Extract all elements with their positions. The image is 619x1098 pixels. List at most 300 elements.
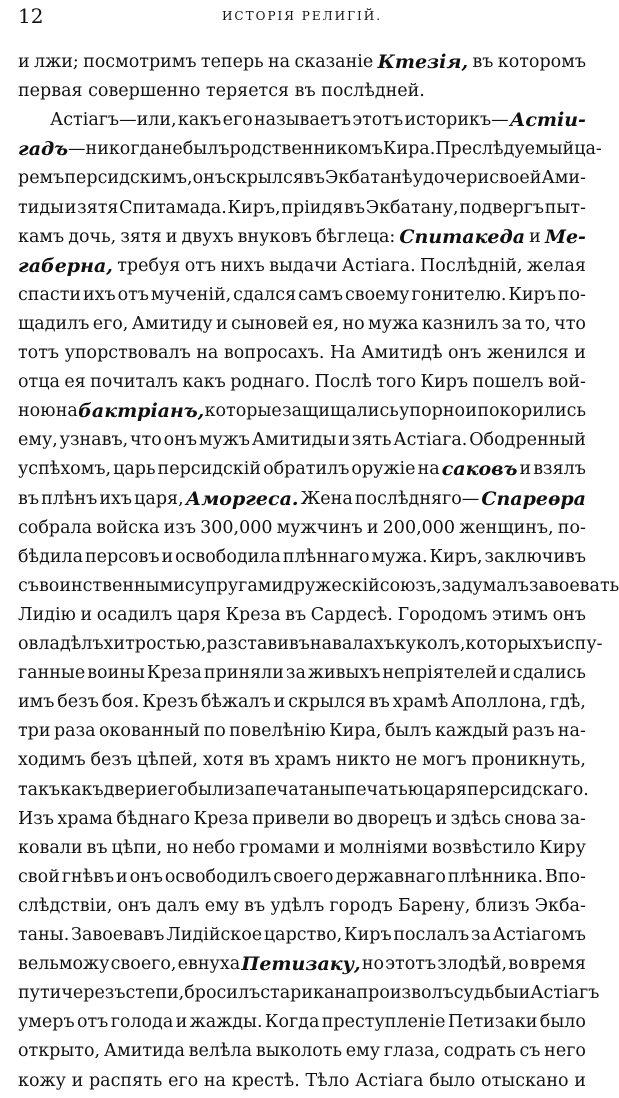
word: каждый xyxy=(434,721,509,742)
word: онъ xyxy=(552,604,586,625)
word: за xyxy=(285,663,306,684)
word: оружіе xyxy=(351,459,416,480)
word: мужа. xyxy=(371,546,428,567)
word: ея xyxy=(64,372,86,393)
word: живыхъ xyxy=(307,663,381,684)
word: самъ xyxy=(298,284,344,305)
word: его xyxy=(222,110,253,131)
word: выдачи xyxy=(269,255,338,276)
word: скрылся xyxy=(288,692,366,713)
word: Креза xyxy=(146,663,202,684)
word: зятя xyxy=(77,197,119,218)
word: молніями xyxy=(339,837,429,858)
word: овладѣлъ xyxy=(18,634,104,654)
word: ца- xyxy=(574,139,602,160)
word: державнаго xyxy=(335,866,446,887)
word: воинственными xyxy=(38,575,185,596)
word: Амитидѣ xyxy=(361,343,443,363)
word: Лидійское xyxy=(166,925,263,945)
word: ихъ xyxy=(99,488,133,509)
word: задумалъ xyxy=(441,575,529,596)
word: гдѣ, xyxy=(549,692,586,713)
word: 200,000 xyxy=(382,517,456,538)
emphasized-word: Петизаку, xyxy=(241,953,361,976)
word: ея, xyxy=(312,313,340,334)
word: по xyxy=(203,721,226,742)
word: открыто, xyxy=(18,1041,101,1062)
word: какъ xyxy=(177,110,222,131)
word: и xyxy=(273,692,286,713)
word: Преслѣдуемый xyxy=(435,139,575,160)
word: осадилъ xyxy=(96,604,173,625)
word: въ xyxy=(368,692,390,713)
word: Когда xyxy=(264,1012,320,1033)
word: небо xyxy=(192,837,236,858)
word: называетъ xyxy=(253,110,352,131)
word: желая xyxy=(526,255,586,276)
word: его xyxy=(168,1070,199,1091)
word: въ xyxy=(18,488,39,509)
word: онъ xyxy=(117,895,151,916)
word: въ xyxy=(285,604,307,625)
word: и xyxy=(165,226,178,247)
word: были xyxy=(187,779,235,800)
word: безъ xyxy=(90,750,133,771)
word: свой xyxy=(18,866,60,887)
word: и xyxy=(216,313,228,334)
word: жажды. xyxy=(189,1012,263,1033)
word: этимъ xyxy=(492,604,548,625)
word: и xyxy=(465,401,478,422)
word: ему xyxy=(345,1041,380,1062)
word: и xyxy=(64,197,77,218)
word: изъ xyxy=(163,517,196,538)
emphasized-word: саковъ xyxy=(441,458,518,481)
word: сдались xyxy=(512,663,586,684)
word: Киръ xyxy=(508,284,556,305)
word: 300,000 xyxy=(200,517,273,538)
word: родственникомъ xyxy=(229,139,383,160)
word: Завоевавъ xyxy=(71,925,165,945)
word: Астіагъ—или, xyxy=(50,110,177,131)
word: не xyxy=(160,139,183,160)
word: время xyxy=(529,954,586,975)
word: мужъ xyxy=(198,430,250,451)
word: своей xyxy=(489,168,542,189)
word: дочери xyxy=(423,168,490,189)
word: старика xyxy=(260,983,335,1004)
word: и xyxy=(499,663,511,684)
word: выколоть xyxy=(255,1041,342,1062)
word: храмъ xyxy=(274,750,332,771)
word: ганные xyxy=(18,663,86,684)
word: не xyxy=(395,750,418,771)
word: Кира. xyxy=(382,139,436,160)
word: Киръ xyxy=(420,372,469,393)
word: но xyxy=(166,837,189,858)
word: Экба- xyxy=(534,895,586,916)
word: безъ xyxy=(57,692,99,713)
word: которомъ xyxy=(497,52,586,72)
word: персидскимъ, xyxy=(64,168,193,189)
word: раза xyxy=(53,721,96,742)
word: и xyxy=(71,1070,84,1091)
word: отыскано xyxy=(481,1070,569,1091)
word: царя xyxy=(423,779,467,800)
word: мученій, xyxy=(150,284,232,305)
word: почиталъ xyxy=(90,372,178,393)
word: которые xyxy=(204,401,282,422)
word: Амитиду xyxy=(131,313,213,334)
word: гонителю. xyxy=(411,284,507,305)
word: и xyxy=(161,546,174,567)
word: какъ xyxy=(60,779,104,800)
word: освободила xyxy=(175,546,281,567)
word: на xyxy=(203,1070,226,1091)
word: зять xyxy=(351,430,392,451)
emphasized-word: Ктезія, xyxy=(377,51,469,73)
word: Петизаки xyxy=(447,1012,538,1033)
word: этотъ xyxy=(385,954,437,975)
word: боя. xyxy=(101,692,140,713)
word: женщинъ, xyxy=(459,517,554,538)
word: сдался xyxy=(233,284,297,305)
emphasized-word: гадъ xyxy=(18,138,69,161)
word: на xyxy=(334,983,357,1004)
word: Барену, xyxy=(397,895,471,916)
word: Астіага. xyxy=(341,255,416,276)
word: и xyxy=(116,866,128,887)
word: собрала xyxy=(18,517,93,538)
word: онъ xyxy=(192,168,226,189)
word: камъ xyxy=(18,226,65,247)
word: Креза xyxy=(225,604,281,625)
word: женился xyxy=(486,343,569,363)
word: Киръ, xyxy=(429,546,483,567)
word: и xyxy=(366,517,379,538)
word: повелѣнію xyxy=(229,721,326,742)
word: отъ xyxy=(117,284,149,305)
word: казнилъ xyxy=(421,313,499,334)
word: посмотримъ xyxy=(83,52,197,72)
word: плѣнъ xyxy=(41,488,98,509)
word: внуковъ xyxy=(237,226,312,247)
word: роднаго. xyxy=(230,372,311,393)
word: вой- xyxy=(547,372,586,393)
word: На xyxy=(330,343,356,363)
word: сказаніе xyxy=(294,52,374,72)
word: было xyxy=(539,1012,586,1033)
word: упорствовалъ xyxy=(64,343,191,363)
word: супругами xyxy=(184,575,284,596)
word: спасти xyxy=(18,284,82,305)
word: царя xyxy=(176,604,221,625)
word: цѣпей, xyxy=(136,750,198,771)
word: Киръ, xyxy=(227,197,281,218)
word: ему xyxy=(204,895,239,916)
word: что xyxy=(130,430,162,451)
word: его xyxy=(157,779,188,800)
word: Астіагомъ xyxy=(492,925,586,945)
word: Астіага xyxy=(355,1070,424,1091)
word: Экбатанѣ xyxy=(324,168,413,189)
word: скрылся xyxy=(226,168,304,189)
word: которыхъ xyxy=(465,634,554,654)
word: послалъ xyxy=(393,925,470,945)
word: и xyxy=(18,52,30,72)
word: крестѣ. xyxy=(231,1070,300,1091)
word: своего xyxy=(273,866,334,887)
word: Послѣдній, xyxy=(420,255,523,276)
word: Лидію xyxy=(18,604,76,625)
word: щадилъ xyxy=(18,313,90,334)
word: громами xyxy=(239,837,320,858)
word: въ xyxy=(244,895,266,916)
word: Впо- xyxy=(544,866,586,887)
word: умеръ xyxy=(18,1012,75,1033)
word: за xyxy=(470,925,491,945)
word: степи, xyxy=(125,983,185,1004)
word: съ xyxy=(519,1041,541,1062)
word: былъ xyxy=(384,721,432,742)
word: въ xyxy=(303,168,325,189)
word: глаза, xyxy=(383,1041,441,1062)
word: Ами- xyxy=(541,168,586,189)
word: онъ xyxy=(448,343,482,363)
word: содрать xyxy=(443,1041,516,1062)
word: Спитамада. xyxy=(119,197,227,218)
word: послѣдняго— xyxy=(354,488,480,509)
word: Жена xyxy=(300,488,353,509)
word: двери xyxy=(103,779,158,800)
word: въ xyxy=(248,750,270,771)
emphasized-word: Астіи- xyxy=(509,109,586,132)
word: Кира, xyxy=(329,721,382,742)
word: ихъ xyxy=(82,284,116,305)
word: покорились xyxy=(477,401,586,422)
emphasized-word: габерна, xyxy=(18,254,113,277)
word: хотя xyxy=(202,750,244,771)
word: защищались xyxy=(282,401,399,422)
word: отъ xyxy=(76,1012,109,1033)
running-title: ИСТОРІЯ РЕЛИГІЙ. xyxy=(221,9,383,23)
word: ною xyxy=(18,401,56,422)
word: городъ xyxy=(329,895,393,916)
word: упорно xyxy=(399,401,466,422)
word: какъ xyxy=(182,372,226,393)
word: Изъ xyxy=(18,808,54,829)
word: слѣдствіи, xyxy=(18,895,113,916)
word: воины xyxy=(87,663,145,684)
word: на xyxy=(417,459,440,480)
word: снова xyxy=(504,808,557,829)
word: онъ xyxy=(163,430,197,451)
word: и xyxy=(435,808,448,829)
word: голода xyxy=(110,1012,174,1033)
word: ремъ xyxy=(18,168,65,189)
word: дружескій xyxy=(283,575,380,596)
word: Крезъ xyxy=(142,692,198,713)
word: преступленіе xyxy=(321,1012,446,1033)
word: и xyxy=(574,1070,586,1091)
word: сыновей xyxy=(231,313,309,334)
word: разъ xyxy=(512,721,555,742)
word: по- xyxy=(557,517,586,538)
word: пріидя xyxy=(281,197,344,218)
word: первая совершенно теряется въ послѣдней. xyxy=(18,81,425,102)
word: Городомъ xyxy=(397,604,488,625)
word: узнавъ, xyxy=(59,430,129,451)
word: его, xyxy=(92,313,129,334)
word: освободилъ xyxy=(164,866,272,887)
word: ему, xyxy=(18,430,58,451)
word: было xyxy=(429,1070,476,1091)
word: удѣлъ xyxy=(270,895,325,916)
word: въ xyxy=(343,197,365,218)
word: бѣжалъ xyxy=(200,692,271,713)
word: на- xyxy=(557,721,586,742)
word: храмѣ xyxy=(392,692,449,713)
word: мужчинъ xyxy=(276,517,363,538)
word: и xyxy=(338,430,350,451)
word: но xyxy=(361,954,385,975)
word: требуя xyxy=(117,255,181,276)
word: —никогда xyxy=(68,139,161,160)
word: того xyxy=(376,372,417,393)
word: нихъ xyxy=(220,255,265,276)
page-number: 12 xyxy=(18,4,44,28)
word: персовъ xyxy=(85,546,160,567)
word: далъ xyxy=(156,895,200,916)
word: завоевать xyxy=(528,575,619,596)
word: вопросахъ. xyxy=(223,343,325,363)
word: близъ xyxy=(475,895,530,916)
word: лжи; xyxy=(34,52,79,72)
word: плѣннаго xyxy=(282,546,370,567)
word: зятя xyxy=(120,226,162,247)
word: въ xyxy=(86,837,108,858)
word: на xyxy=(55,401,78,422)
word: плѣнника. xyxy=(447,866,544,887)
word: войска xyxy=(96,517,160,538)
word: Астіага. xyxy=(393,430,468,451)
word: союзъ, xyxy=(379,575,442,596)
emphasized-word: Аморгеса. xyxy=(185,487,299,510)
emphasized-word: Ме- xyxy=(544,225,586,248)
word: черезъ xyxy=(61,983,126,1004)
word: привели xyxy=(252,808,330,829)
word: и xyxy=(175,1012,188,1033)
word: бросилъ xyxy=(184,983,261,1004)
word: успѣхомъ, xyxy=(18,459,112,480)
page-header xyxy=(0,0,604,36)
word: заключивъ xyxy=(484,546,586,567)
word: таны. xyxy=(18,925,70,945)
word: Киръ xyxy=(344,925,392,945)
emphasized-word: Спитакеда xyxy=(399,225,526,248)
word: теперь xyxy=(200,52,264,72)
word: и xyxy=(574,343,586,363)
word: евнуха xyxy=(177,954,241,975)
word: у xyxy=(412,168,423,189)
text-line xyxy=(18,1064,586,1098)
word: него xyxy=(544,1041,586,1062)
word: обратилъ xyxy=(263,459,350,480)
word: двухъ xyxy=(181,226,234,247)
word: тотъ xyxy=(18,343,60,363)
word: за- xyxy=(560,808,586,829)
word: взялъ xyxy=(533,459,586,480)
word: историкъ— xyxy=(404,110,509,131)
word: и xyxy=(80,604,93,625)
word: мужа xyxy=(368,313,419,334)
word: печатью xyxy=(344,779,423,800)
word: гнѣвъ xyxy=(61,866,115,887)
word: на xyxy=(309,634,333,654)
word: пошелъ xyxy=(472,372,544,393)
word: по- xyxy=(557,284,586,305)
word: на xyxy=(268,52,291,72)
word: запечатаны xyxy=(234,779,345,800)
word: во xyxy=(333,808,354,829)
word: ходимъ xyxy=(18,750,86,771)
word: Тѣло xyxy=(305,1070,350,1091)
word: Аполлона, xyxy=(451,692,547,713)
word: персидскій xyxy=(157,459,262,480)
word: за xyxy=(501,313,522,334)
word: Ободренный xyxy=(469,430,586,451)
word: отца xyxy=(18,372,60,393)
word: судьбы xyxy=(453,983,519,1004)
word: велѣла xyxy=(188,1041,253,1062)
word: былъ xyxy=(182,139,230,160)
word: бѣглеца: xyxy=(315,226,396,247)
word: что xyxy=(554,313,586,334)
word: разставивъ xyxy=(206,634,310,654)
word: возвѣстило xyxy=(432,837,536,858)
word: злодѣй, xyxy=(437,954,508,975)
word: во xyxy=(508,954,529,975)
word: этотъ xyxy=(352,110,404,131)
word: проникнуть, xyxy=(471,750,586,771)
word: царь xyxy=(113,459,156,480)
word: и xyxy=(529,226,541,247)
word: персидскаго. xyxy=(466,779,589,800)
word: никто xyxy=(335,750,391,771)
word: непріятелей xyxy=(382,663,498,684)
word: цѣпи, xyxy=(111,837,163,858)
word: имъ xyxy=(18,692,55,713)
word: Экбатану, xyxy=(365,197,459,218)
word: Амитида xyxy=(103,1041,185,1062)
word: пути xyxy=(18,983,62,1004)
word: три xyxy=(18,721,51,742)
word: тиды xyxy=(18,197,65,218)
word: Послѣ xyxy=(314,372,372,393)
word: подвергъ xyxy=(459,197,545,218)
word: царство, xyxy=(263,925,343,945)
word: съ xyxy=(18,575,39,596)
word: валахъ xyxy=(332,634,395,654)
word: дворецъ xyxy=(356,808,433,829)
word: своему xyxy=(344,284,410,305)
word: куколъ, xyxy=(394,634,466,654)
word: Сардесѣ. xyxy=(310,604,393,625)
word: кожу xyxy=(18,1070,66,1091)
word: ковали xyxy=(18,837,83,858)
word: храма xyxy=(57,808,113,829)
word: дочь, xyxy=(68,226,117,247)
